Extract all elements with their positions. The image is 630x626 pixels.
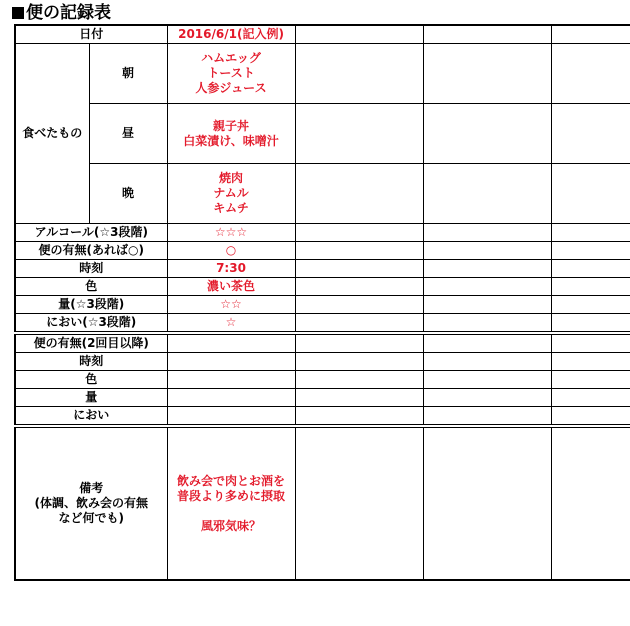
record-table (14, 24, 630, 581)
sheet-title-text: 便の記録表 (26, 3, 111, 23)
stool2-color-label: 色 (15, 371, 167, 389)
entry-cell[interactable] (551, 353, 630, 371)
stool-time-label: 時刻 (15, 260, 167, 278)
entry-cell[interactable] (423, 224, 551, 242)
meal-row-evening (15, 164, 630, 224)
entry-cell[interactable] (423, 333, 551, 353)
entry-cell[interactable] (295, 224, 423, 242)
stool-color-row (15, 278, 630, 296)
stool-time-row (15, 260, 630, 278)
entry-cell[interactable] (295, 44, 423, 104)
notes-value: 飲み会で肉とお酒を 普段より多めに摂取 風邪気味？ (167, 426, 295, 580)
entry-cell[interactable] (295, 104, 423, 164)
entry-cell[interactable] (423, 389, 551, 407)
meal-label-evening: 晩 (89, 164, 167, 224)
entry-cell[interactable] (295, 371, 423, 389)
entry-cell[interactable] (295, 333, 423, 353)
entry-cell[interactable] (295, 164, 423, 224)
entry-cell[interactable] (295, 389, 423, 407)
entry-cell[interactable] (295, 296, 423, 314)
sheet-title (12, 2, 111, 24)
entry-cell[interactable] (295, 278, 423, 296)
entry-cell[interactable] (551, 44, 630, 104)
entry-cell[interactable] (551, 242, 630, 260)
stool-smell-label: におい(☆3段階) (15, 314, 167, 334)
meal-label-noon: 昼 (89, 104, 167, 164)
entry-cell[interactable] (423, 260, 551, 278)
stool2-amount-label: 量 (15, 389, 167, 407)
stool2-presence-row (15, 333, 630, 353)
entry-cell[interactable] (551, 371, 630, 389)
stool-smell-row (15, 314, 630, 334)
stool-time-value: 7:30 (167, 260, 295, 278)
entry-cell[interactable] (423, 296, 551, 314)
notes-label: 備考 (体調、飲み会の有無 など何でも) (15, 426, 167, 580)
alcohol-value: ☆☆☆ (167, 224, 295, 242)
entry-cell[interactable] (551, 260, 630, 278)
meal-value-evening: 焼肉 ナムル キムチ (167, 164, 295, 224)
entry-cell[interactable] (295, 426, 423, 580)
entry-cell[interactable] (295, 353, 423, 371)
entry-cell[interactable] (551, 278, 630, 296)
entry-cell[interactable] (423, 25, 551, 44)
entry-cell[interactable] (423, 44, 551, 104)
stool2-smell-row (15, 407, 630, 427)
stool2-time-label: 時刻 (15, 353, 167, 371)
entry-cell[interactable] (167, 371, 295, 389)
entry-cell[interactable] (551, 25, 630, 44)
stool2-smell-label: におい (15, 407, 167, 427)
stool-amount-row (15, 296, 630, 314)
stool-presence-row (15, 242, 630, 260)
stool-presence-value: ○ (167, 242, 295, 260)
entry-cell[interactable] (167, 353, 295, 371)
meal-value-noon: 親子丼 白菜漬け、味噌汁 (167, 104, 295, 164)
entry-cell[interactable] (551, 389, 630, 407)
meal-row-noon (15, 104, 630, 164)
entry-cell[interactable] (423, 353, 551, 371)
entry-cell[interactable] (167, 407, 295, 427)
entry-cell[interactable] (423, 426, 551, 580)
entry-cell[interactable] (551, 224, 630, 242)
entry-cell[interactable] (423, 164, 551, 224)
notes-row (15, 426, 630, 580)
entry-cell[interactable] (551, 426, 630, 580)
meal-value-morning: ハムエッグ トースト 人参ジュース (167, 44, 295, 104)
stool-color-value: 濃い茶色 (167, 278, 295, 296)
alcohol-row (15, 224, 630, 242)
date-row (15, 25, 630, 44)
entry-cell[interactable] (295, 407, 423, 427)
entry-cell[interactable] (295, 242, 423, 260)
entry-cell[interactable] (423, 104, 551, 164)
meal-label-morning: 朝 (89, 44, 167, 104)
entry-cell[interactable] (551, 333, 630, 353)
stool-smell-value: ☆ (167, 314, 295, 334)
stool-amount-label: 量(☆3段階) (15, 296, 167, 314)
entry-cell[interactable] (551, 296, 630, 314)
meal-row-morning (15, 44, 630, 104)
stool-color-label: 色 (15, 278, 167, 296)
entry-cell[interactable] (423, 314, 551, 334)
alcohol-label: アルコール(☆3段階) (15, 224, 167, 242)
entry-cell[interactable] (423, 242, 551, 260)
date-label: 日付 (15, 25, 167, 44)
stool-presence-label: 便の有無(あれば○) (15, 242, 167, 260)
square-bullet-icon (12, 7, 24, 19)
entry-cell[interactable] (551, 104, 630, 164)
stool2-color-row (15, 371, 630, 389)
entry-cell[interactable] (423, 278, 551, 296)
entry-cell[interactable] (295, 25, 423, 44)
stool2-presence-label: 便の有無(2回目以降) (15, 333, 167, 353)
entry-cell[interactable] (423, 371, 551, 389)
entry-cell[interactable] (295, 314, 423, 334)
entry-cell[interactable] (167, 333, 295, 353)
stool-amount-value: ☆☆ (167, 296, 295, 314)
entry-cell[interactable] (167, 389, 295, 407)
meals-group-label: 食べたもの (15, 44, 89, 224)
entry-cell[interactable] (551, 164, 630, 224)
stool2-amount-row (15, 389, 630, 407)
entry-cell[interactable] (295, 260, 423, 278)
example-date: 2016/6/1(記入例) (167, 25, 295, 44)
entry-cell[interactable] (551, 407, 630, 427)
stool2-time-row (15, 353, 630, 371)
entry-cell[interactable] (551, 314, 630, 334)
entry-cell[interactable] (423, 407, 551, 427)
